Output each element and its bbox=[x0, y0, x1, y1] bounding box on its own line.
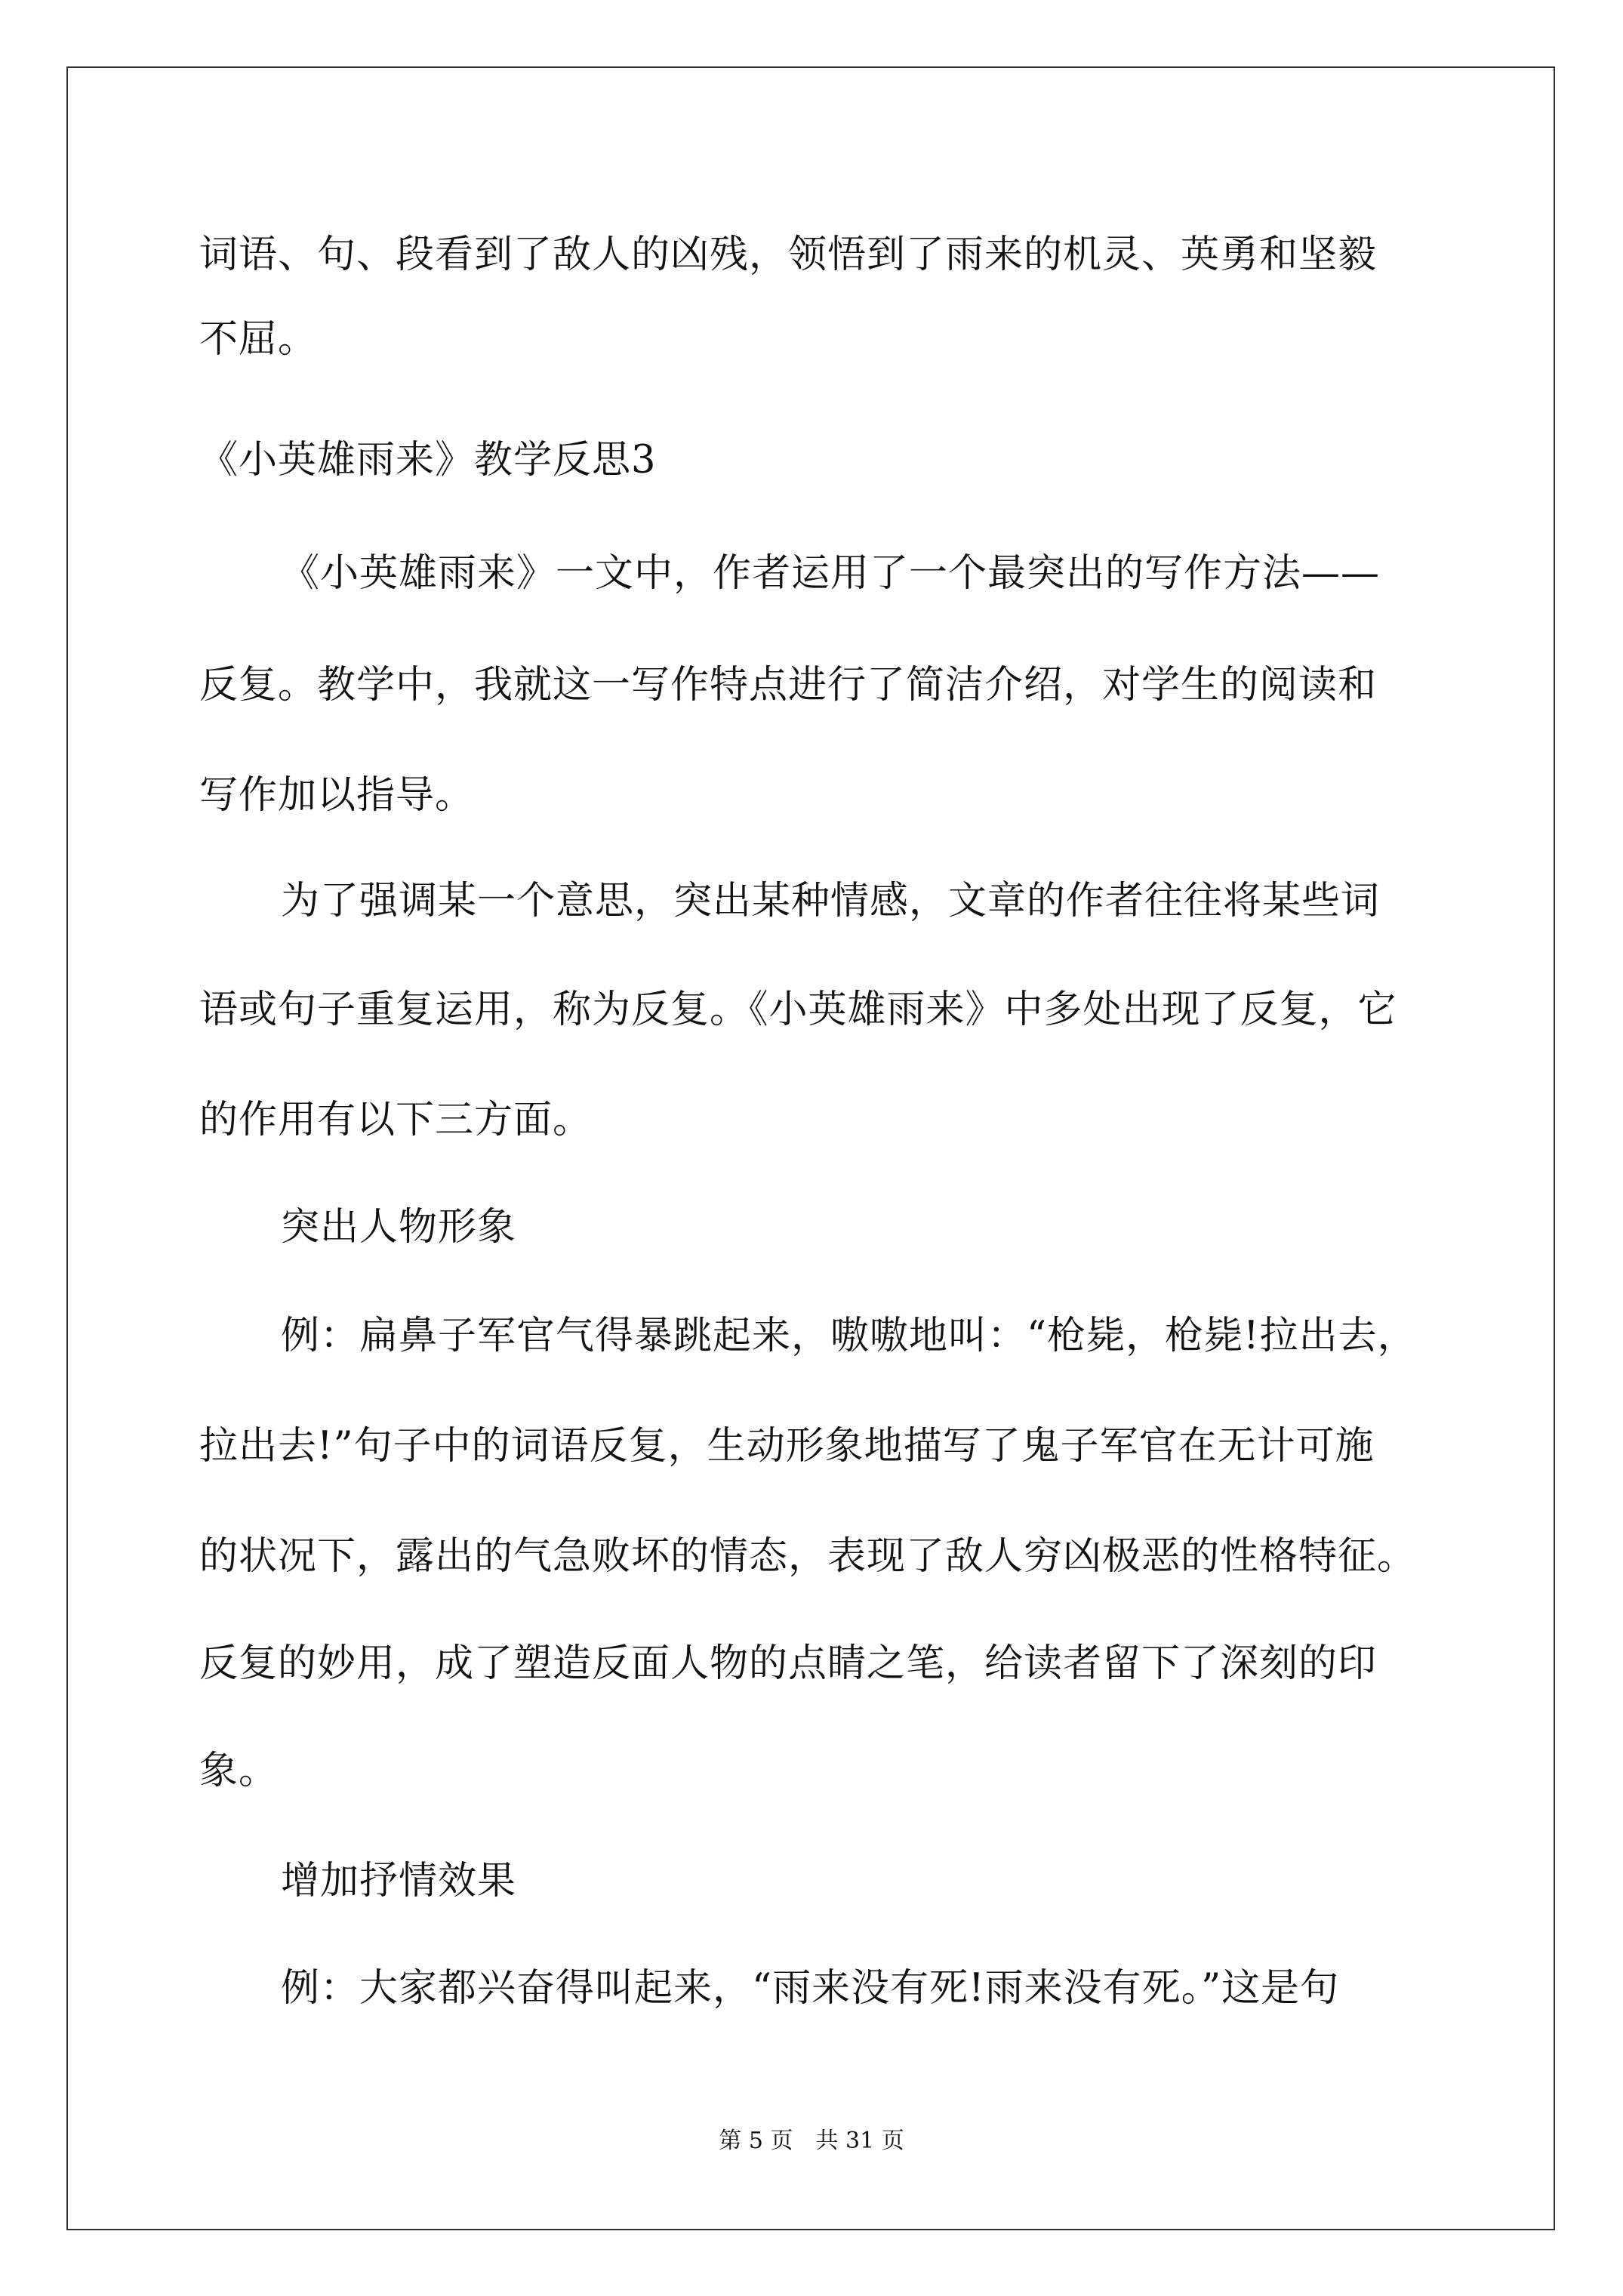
body-line-5: 写作加以指导。 bbox=[199, 773, 475, 818]
body-line-13: 象。 bbox=[199, 1749, 279, 1793]
body-line-7: 语或句子重复运用，称为反复。《小英雄雨来》中多处出现了反复，它 bbox=[199, 988, 1397, 1032]
body-line-12: 反复的妙用，成了塑造反面人物的点睛之笔，给读者留下了深刻的印 bbox=[199, 1641, 1378, 1686]
body-line-11: 的状况下，露出的气急败坏的情态，表现了敌人穷凶极恶的性格特征。 bbox=[199, 1534, 1417, 1579]
body-line-14: 例：大家都兴奋得叫起来，“雨来没有死!雨来没有死。”这是句 bbox=[281, 1966, 1340, 2011]
page-number: 第 5 页 共 31 页 bbox=[719, 2128, 904, 2154]
section-heading: 《小英雄雨来》教学反思3 bbox=[199, 438, 657, 482]
body-line-8: 的作用有以下三方面。 bbox=[199, 1098, 593, 1142]
body-line-10: 拉出去!”句子中的词语反复，生动形象地描写了鬼子军官在无计可施 bbox=[199, 1424, 1375, 1469]
page-border bbox=[66, 66, 1555, 2230]
body-line-9: 例：扁鼻子军官气得暴跳起来，嗷嗷地叫：“枪毙，枪毙!拉出去， bbox=[281, 1314, 1417, 1358]
body-line-1: 词语、句、段看到了敌人的凶残，领悟到了雨来的机灵、英勇和坚毅 bbox=[199, 233, 1378, 277]
body-line-6: 为了强调某一个意思，突出某种情感，文章的作者往往将某些词 bbox=[281, 879, 1381, 923]
subheading-lyrical-effect: 增加抒情效果 bbox=[281, 1859, 517, 1903]
subheading-character-image: 突出人物形象 bbox=[281, 1205, 517, 1250]
body-line-2: 不屈。 bbox=[199, 317, 318, 362]
body-line-3: 《小英雄雨来》一文中，作者运用了一个最突出的写作方法—— bbox=[281, 551, 1381, 596]
body-line-4: 反复。教学中，我就这一写作特点进行了简洁介绍，对学生的阅读和 bbox=[199, 663, 1378, 707]
